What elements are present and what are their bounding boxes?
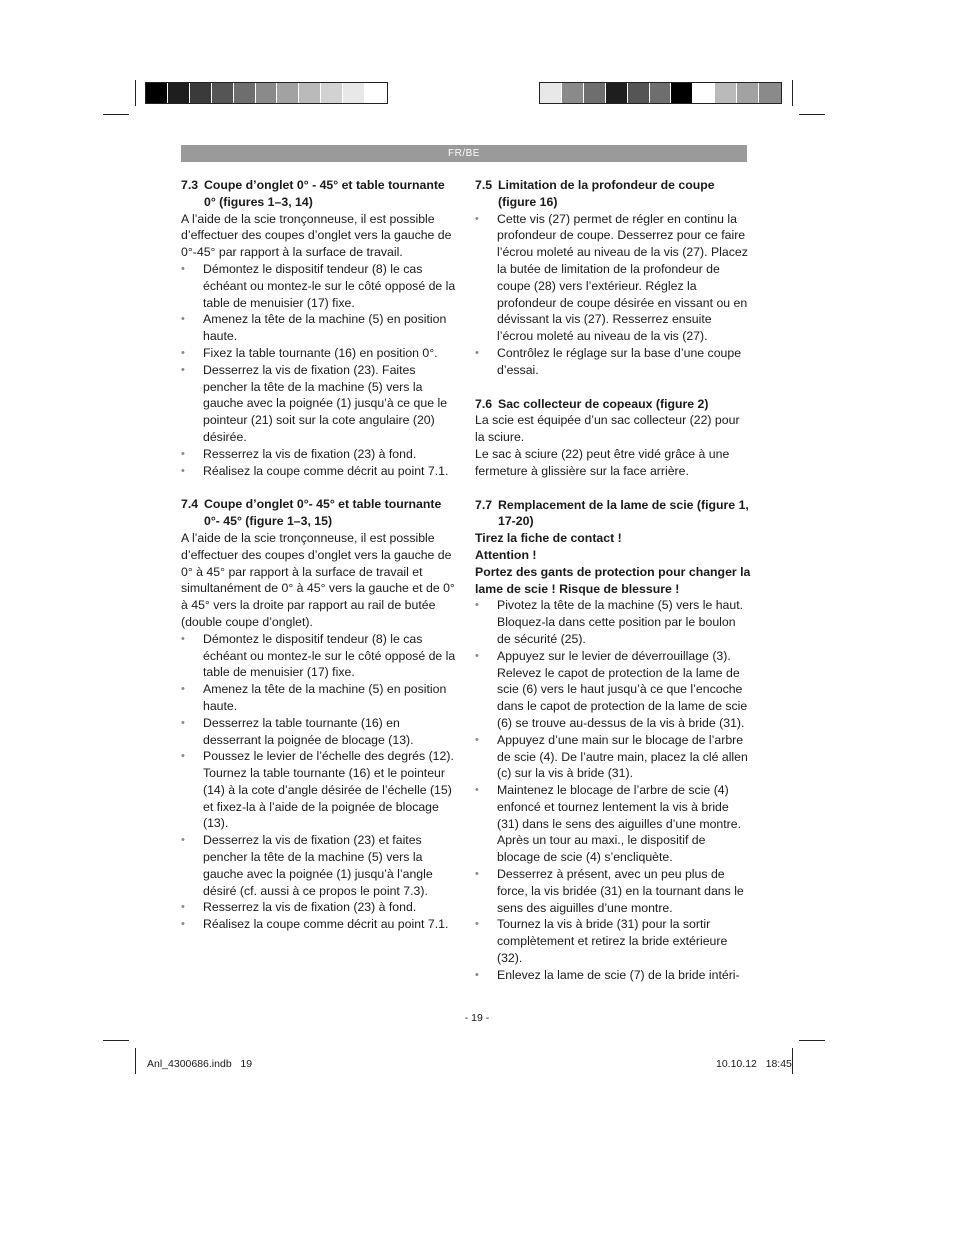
- color-swatch: [737, 83, 759, 103]
- list-item: • Desserrez à présent, avec un peu plus de force, la vis bridée (31) en la tournant dans le sens des aiguilles d’une montre.: [475, 866, 751, 916]
- list-item: • Cette vis (27) permet de régler en continu la profondeur de coupe. Desserrez pour ce faire l’écrou moleté au niveau de la vis (27). Placez la butée de limitation de la profondeur de coupe (28) vers l’extérieur. Réglez la profondeur de coupe désirée en vissant ou en dévissant la vis (27). Resserrez ensuite l’écrou moleté au niveau de la vis (27).: [475, 211, 751, 345]
- color-swatch: [562, 83, 584, 103]
- list-item: • Desserrez la vis de fixation (23) et faites pencher la tête de la machine (5) vers la gauche avec la poignée (1) jusqu’à l’angle désiré (cf. aussi à ce propos le point 7.3).: [181, 832, 457, 899]
- section-heading-7-7: 7.7 Remplacement de la lame de scie (figure 1, 17-20): [475, 497, 749, 529]
- color-swatch: [146, 83, 168, 103]
- list-item: • Tournez la vis à bride (31) pour la sortir complètement et retirez la bride extérieure (32).: [475, 916, 751, 966]
- color-swatch: [299, 83, 321, 103]
- bullet-list: [475, 597, 751, 983]
- section-intro: A l’aide de la scie tronçonneuse, il est possible d’effectuer des coupes d’onglet vers la gauche de 0° à 45° par rapport à la surface de travail et simultanément de 0° à 45° vers la gauche et de 0° à 45° vers la droite par rapport au rail de butée (double coupe d’onglet).: [181, 530, 455, 629]
- color-swatch: [277, 83, 299, 103]
- list-item: • Appuyez sur le levier de déverrouillage (3). Relevez le capot de protection de la lame de scie (6) vers le haut jusqu’à ce que l’encoche dans le capot de protection de la lame de scie (6) se trouve au-dessus de la vis à bride (31).: [475, 648, 751, 732]
- color-swatch: [715, 83, 737, 103]
- list-item: • Réalisez la coupe comme décrit au point 7.1.: [181, 463, 457, 480]
- list-item: • Fixez la table tournante (16) en position 0°.: [181, 345, 457, 362]
- list-item: • Pivotez la tête de la machine (5) vers le haut. Bloquez-la dans cette position par le boulon de sécurité (25).: [475, 597, 751, 647]
- bullet-list: [475, 211, 751, 379]
- crop-mark: [135, 80, 136, 106]
- list-item: • Resserrez la vis de fixation (23) à fond.: [181, 899, 457, 916]
- file-slug: Anl_4300686.indb 19: [147, 1058, 253, 1070]
- language-header: FR/BE: [181, 145, 747, 162]
- warning-text: Tirez la fiche de contact !: [475, 531, 622, 546]
- color-swatch: [190, 83, 212, 103]
- list-item: • Démontez le dispositif tendeur (8) le cas échéant ou montez-le sur le côté opposé de la table de menuisier (17) fixe.: [181, 261, 457, 311]
- color-swatch: [759, 83, 781, 103]
- color-swatch: [540, 83, 562, 103]
- list-item: • Contrôlez le réglage sur la base d’une coupe d’essai.: [475, 345, 751, 379]
- list-item: • Amenez la tête de la machine (5) en position haute.: [181, 681, 457, 715]
- crop-mark: [792, 80, 793, 106]
- list-item: • Desserrez la table tournante (16) en desserrant la poignée de blocage (13).: [181, 715, 457, 749]
- bullet-list: [181, 261, 457, 479]
- warning-text: Portez des gants de protection pour changer la lame de scie ! Risque de blessure !: [475, 564, 751, 596]
- crop-mark: [103, 1040, 129, 1041]
- page-number: - 19 -: [464, 1012, 490, 1024]
- crop-mark: [135, 1048, 136, 1074]
- section-intro: A l’aide de la scie tronçonneuse, il est possible d’effectuer des coupes d’onglet vers la gauche de 0°-45° par rapport à la surface de travail.: [181, 211, 452, 260]
- color-swatch: [234, 83, 256, 103]
- color-calibration-bar-left: [145, 82, 388, 104]
- color-swatch: [606, 83, 628, 103]
- paragraph: Le sac à sciure (22) peut être vidé grâce à une fermeture à glissière sur la face arrière.: [475, 446, 730, 478]
- list-item: • Amenez la tête de la machine (5) en position haute.: [181, 311, 457, 345]
- section-heading-7-5: 7.5 Limitation de la profondeur de coupe (figure 16): [475, 178, 715, 209]
- crop-mark: [103, 114, 129, 115]
- date-slug: 10.10.12 18:45: [716, 1058, 792, 1070]
- color-swatch: [671, 83, 693, 103]
- list-item: • Appuyez d’une main sur le blocage de l’arbre de scie (4). De l’autre main, placez la clé allen (c) sur la vis à bride (31).: [475, 732, 751, 782]
- crop-mark: [799, 1040, 825, 1041]
- color-swatch: [343, 83, 365, 103]
- paragraph: La scie est équipée d’un sac collecteur (22) pour la sciure.: [475, 413, 740, 445]
- color-swatch: [693, 83, 715, 103]
- list-item: • Maintenez le blocage de l’arbre de scie (4) enfoncé et tournez lentement la vis à bride (31) dans le sens des aiguilles d’une montre. Après un tour au maxi., le dispositif de blocage de scie (4) s’encliquète.: [475, 782, 751, 866]
- color-swatch: [321, 83, 343, 103]
- list-item: • Réalisez la coupe comme décrit au point 7.1.: [181, 916, 457, 933]
- list-item: • Poussez le levier de l’échelle des degrés (12). Tournez la table tournante (16) et le pointeur (14) à la cote d’angle désirée de l’échelle (15) et fixez-la à l’aide de la poignée de blocage (13).: [181, 748, 457, 832]
- crop-mark: [792, 1048, 793, 1074]
- color-swatch: [212, 83, 234, 103]
- color-calibration-bar-right: [539, 82, 782, 104]
- crop-mark: [799, 114, 825, 115]
- list-item: • Démontez le dispositif tendeur (8) le cas échéant ou montez-le sur le côté opposé de la table de menuisier (17) fixe.: [181, 631, 457, 681]
- color-swatch: [168, 83, 190, 103]
- bullet-list: [181, 631, 457, 933]
- section-heading-7-3: 7.3 Coupe d’onglet 0° - 45° et table tournante 0° (figures 1–3, 14): [181, 178, 445, 209]
- color-swatch: [650, 83, 672, 103]
- list-item: • Resserrez la vis de fixation (23) à fond.: [181, 446, 457, 463]
- color-swatch: [584, 83, 606, 103]
- list-item: • Desserrez la vis de fixation (23). Faites pencher la tête de la machine (5) vers la gauche avec la poignée (1) jusqu’à ce que le pointeur (21) soit sur la cote angulaire (20) désirée.: [181, 362, 457, 446]
- color-swatch: [365, 83, 387, 103]
- section-heading-7-6: 7.6 Sac collecteur de copeaux (figure 2): [475, 396, 709, 411]
- right-column: [475, 177, 751, 984]
- color-swatch: [256, 83, 278, 103]
- left-column: [181, 177, 457, 933]
- warning-text: Attention !: [475, 547, 537, 562]
- color-swatch: [628, 83, 650, 103]
- list-item: • Enlevez la lame de scie (7) de la bride intéri-: [475, 967, 751, 984]
- section-heading-7-4: 7.4 Coupe d’onglet 0°- 45° et table tournante 0°- 45° (figure 1–3, 15): [181, 497, 442, 529]
